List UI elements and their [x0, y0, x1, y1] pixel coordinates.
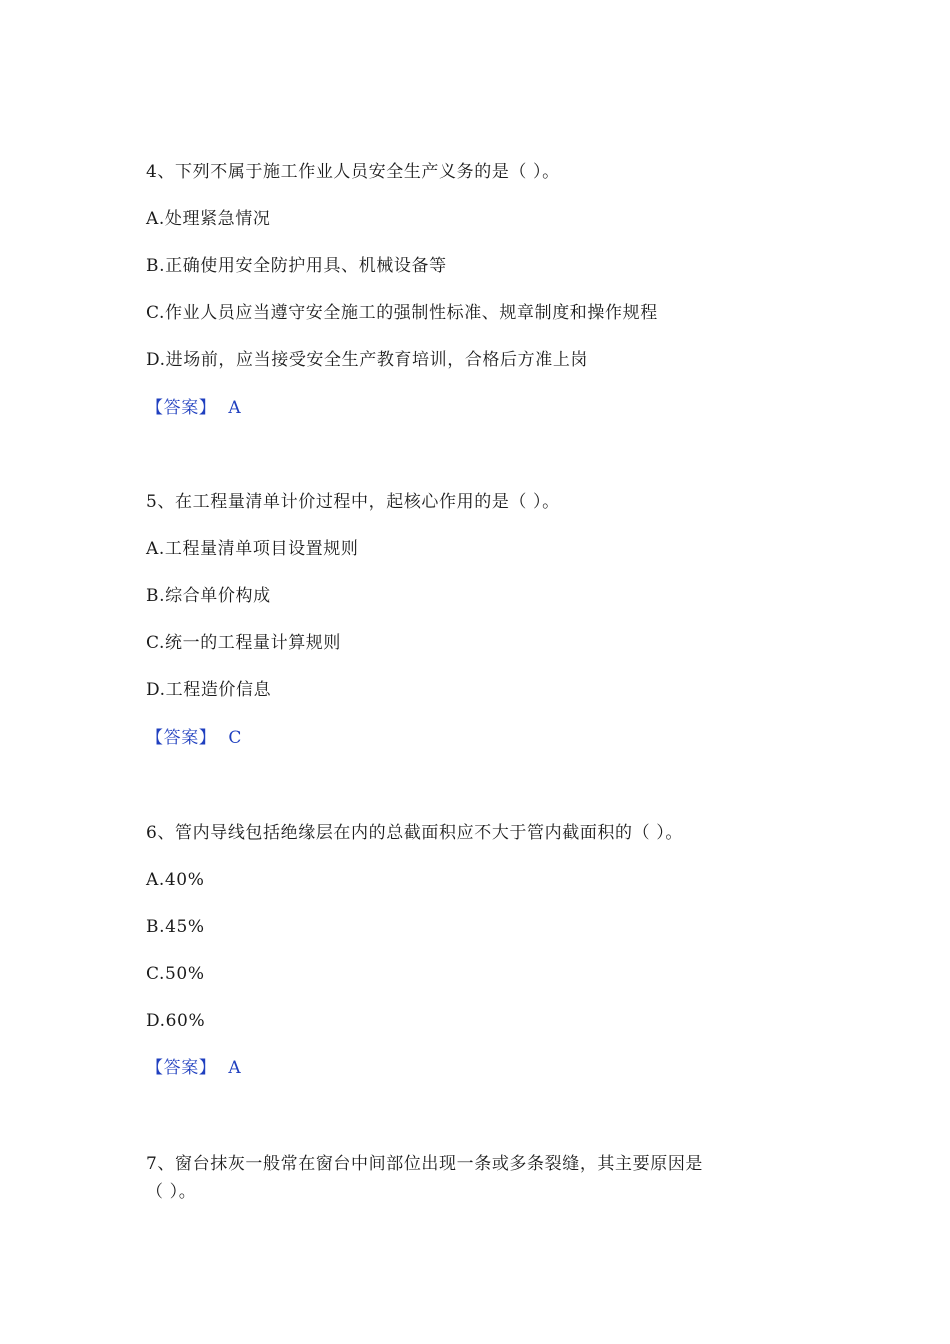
- question-6-option-b: B.45%: [146, 917, 205, 937]
- question-4-option-c: C.作业人员应当遵守安全施工的强制性标准、规章制度和操作规程: [146, 303, 658, 323]
- question-5-answer: [146, 726, 242, 750]
- question-4-stem: 4、下列不属于施工作业人员安全生产义务的是（ ）。: [146, 162, 560, 182]
- answer-label: 【答案】: [146, 398, 217, 418]
- question-5-option-d: D.工程造价信息: [146, 680, 272, 700]
- question-5-option-b: B.综合单价构成: [146, 586, 271, 606]
- question-4-option-b: B.正确使用安全防护用具、机械设备等: [146, 256, 447, 276]
- question-6-stem: 6、管内导线包括绝缘层在内的总截面积应不大于管内截面积的（ ）。: [146, 823, 683, 843]
- question-4-option-d: D.进场前，应当接受安全生产教育培训，合格后方准上岗: [146, 350, 589, 370]
- question-7-stem-line-1: 7、窗台抹灰一般常在窗台中间部位出现一条或多条裂缝，其主要原因是: [146, 1154, 704, 1174]
- question-4-option-a: A.处理紧急情况: [146, 209, 271, 229]
- answer-value: A: [228, 1058, 242, 1078]
- question-6-option-c: C.50%: [146, 964, 205, 984]
- question-6-option-d: D.60%: [146, 1011, 206, 1031]
- question-5-stem: 5、在工程量清单计价过程中，起核心作用的是（ ）。: [146, 492, 560, 512]
- question-5-option-a: A.工程量清单项目设置规则: [146, 539, 359, 559]
- question-7-stem-line-2: （ ）。: [146, 1182, 197, 1202]
- question-5-option-c: C.统一的工程量计算规则: [146, 633, 342, 653]
- question-6-option-a: A.40%: [146, 870, 205, 890]
- question-4-answer: [146, 396, 241, 420]
- answer-value: C: [228, 728, 243, 748]
- answer-value: A: [228, 398, 242, 418]
- answer-label: 【答案】: [146, 1058, 217, 1078]
- answer-label: 【答案】: [146, 728, 217, 748]
- question-6-answer: [146, 1056, 241, 1080]
